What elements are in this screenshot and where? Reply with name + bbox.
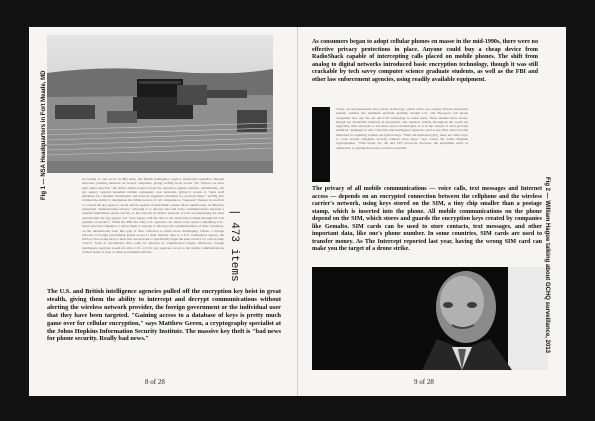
item-count-label: | 473 items	[228, 209, 240, 282]
nsa-headquarters-photo	[47, 35, 273, 173]
left-page	[29, 27, 297, 396]
william-hague-photo	[312, 267, 548, 370]
right-page	[298, 27, 566, 396]
figure-caption-vertical: Fig 1 — NSA Headquarters in Fort Meade, MD	[41, 70, 47, 200]
dark-block-image	[312, 107, 330, 182]
figure-caption-vertical: Fig 2 — William Hague talking about GCHQ surveillance, 2013	[544, 177, 550, 353]
body-text-bold: The U.S. and British intelligence agencies pulled off the encryption key heist in great stealth, giving them the ability to intercept and decrypt communications without alerting the wireless network provider, the foreign government or the individual user that they have been targeted. "Gaining access to a database of keys is pretty much game over for cellular encryption," says Matthew Green, a cryptography specialist at the Johns Hopkins Information Security Institute. The massive key theft is "bad news for phone security. Really bad news."	[47, 288, 281, 343]
body-text-small: Today, second-generation (2G) phone technology, which relies on a deeply flawed encryption system, remains the dominant platform globally, though U.S. and European cell phone companies now use 3G, 4G and LTE technology in urban areas. These include more secure, though not invincible, methods of encryption, and wireless carriers throughout the world are upgrading their networks to use these newer technologies. It is in the context of such growing technical challenges to data collection that intelligence agencies, such as the NSA, have become interested in acquiring cellular encryption keys. "With old-fashioned [2G], there are other ways to work around cellphone security without those keys," says Green, the Johns Hopkins cryptographer. "With newer 3G, 4G and LTE protocols, however, the algorithms aren't as vulnerable, so getting those keys would be essential."	[336, 107, 468, 150]
body-text-bold-top: As consumers began to adopt cellular phones en masse in the mid-1990s, there were no effective privacy protections in place. Anyone could buy a cheap device from RadioShack capable of intercepting calls placed on mobile phones. The shift from analog to digital networks introduced basic encryption technology, though it was still crackable by tech savvy computer science graduate students, as well as the FBI and other law enforcement agencies, using readily available equipment.	[312, 39, 538, 83]
body-text-small: According to one secret GCHQ slide, the British intelligence agency penetrated Gemalto's internal networks, planting malware on several computers, giving GCHQ secret access. We "believe we have their entire network," the slide's author boasted about the operation against Gemalto. Additionally, the spy agency targeted unnamed cellular companies' core networks, giving it access to "sales staff machines for customer information and network engineers machines for network maps." GCHQ also claimed the ability to manipulate the billing servers of cell companies to "suppress" charges in an effort to conceal the spy agency's secret actions against an individual's phone. Most significantly, GCHQ also penetrated "authentication servers," allowing it to decrypt data and voice communications between a targeted individual's phone and his or her telecom provider's network. A note accompanying the slide asserted that the spy agency was "very happy with the data so far and [was] working through the vast quantity of product." While the FBI and other U.S. agencies can obtain court orders compelling U.S.-based telecom companies to allow them to wiretap or intercept the communications of their customers, on the international front this type of data collection is much more challenging. Unless a foreign telecom or foreign government grants access to their citizens' data to a U.S. intelligence agency, the NSA or CIA would have to hack into the network or specifically target the user's device for a more risky "active" form of surveillance that could be detected by sophisticated targets. Moreover, foreign intelligence agencies would not allow U.S. or U.K. spy agencies access to the mobile communications of their heads of state or other government officials.	[82, 177, 224, 255]
body-text-bold-middle: The privacy of all mobile communications — voice calls, text messages and Internet access — depends on an encrypted connection between the cellphone and the wireless carrier's network, using keys stored on the SIM, a tiny chip smaller than a postage stamp, which is inserted into the phone. All mobile communications on the phone depend on the SIM, which stores and guards the encryption keys created by companies like Gemalto. SIM cards can be used to store contacts, text messages, and other important data, like one's phone number. In some countries, SIM cards are used to transfer money. As The Intercept reported last year, having the wrong SIM card can make you the target of a drone strike.	[312, 186, 542, 252]
page-number: 9 of 28	[414, 378, 434, 386]
page-number: 8 of 28	[145, 378, 165, 386]
